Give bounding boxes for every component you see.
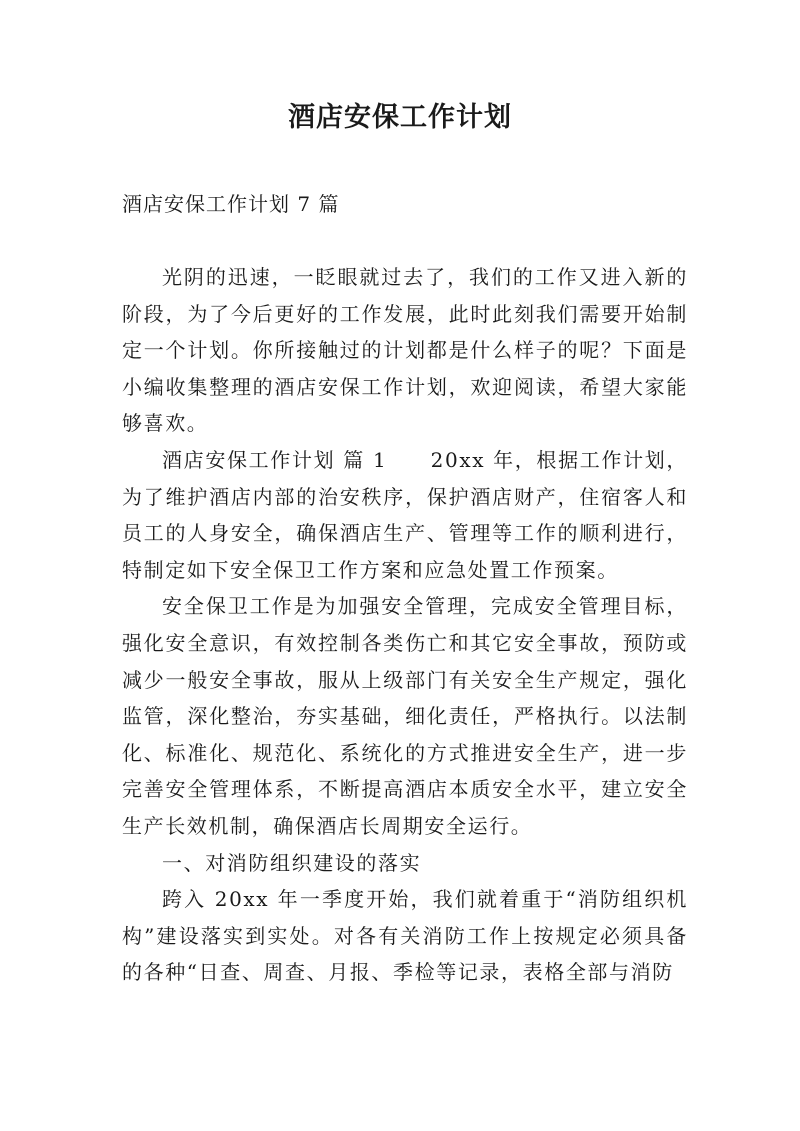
document-subtitle: 酒店安保工作计划 7 篇	[122, 192, 340, 216]
paragraph-security-goals: 安全保卫工作是为加强安全管理，完成安全管理目标，强化安全意识，有效控制各类伤亡和其它安全事故，预防或减少一般安全事故，服从上级部门有关安全生产规定，强化监管，深化整治，夯实基础，细化责任，严格执行。以法制化、标准化、规范化、系统化的方式推进安全生产，进一步完善安全管理体系，不断提高酒店本质安全水平，建立安全生产长效机制，确保酒店长周期安全运行。	[122, 594, 688, 838]
paragraph-fire-org: 跨入 20xx 年一季度开始，我们就着重于“消防组织机构”建设落实到实处。对各有关消防工作上按规定必须具备的各种“日查、周查、月报、季检等记录，表格全部与消防	[122, 887, 688, 985]
paragraph-intro: 光阴的迅速，一眨眼就过去了，我们的工作又进入新的阶段，为了今后更好的工作发展，此时此刻我们需要开始制定一个计划。你所接触过的计划都是什么样子的呢？下面是小编收集整理的酒店安保工作计划，欢迎阅读，希望大家能够喜欢。	[122, 265, 688, 436]
document-body	[122, 259, 688, 991]
document-title: 酒店安保工作计划	[288, 102, 512, 133]
paragraph-plan-1: 酒店安保工作计划 篇 1 20xx 年，根据工作计划，为了维护酒店内部的治安秩序，保护酒店财产，住宿客人和员工的人身安全，确保酒店生产、管理等工作的顺利进行，特制定如下安全保卫工作方案和应急处置工作预案。	[122, 447, 688, 582]
section-heading-fire-org: 一、对消防组织建设的落实	[162, 850, 422, 875]
